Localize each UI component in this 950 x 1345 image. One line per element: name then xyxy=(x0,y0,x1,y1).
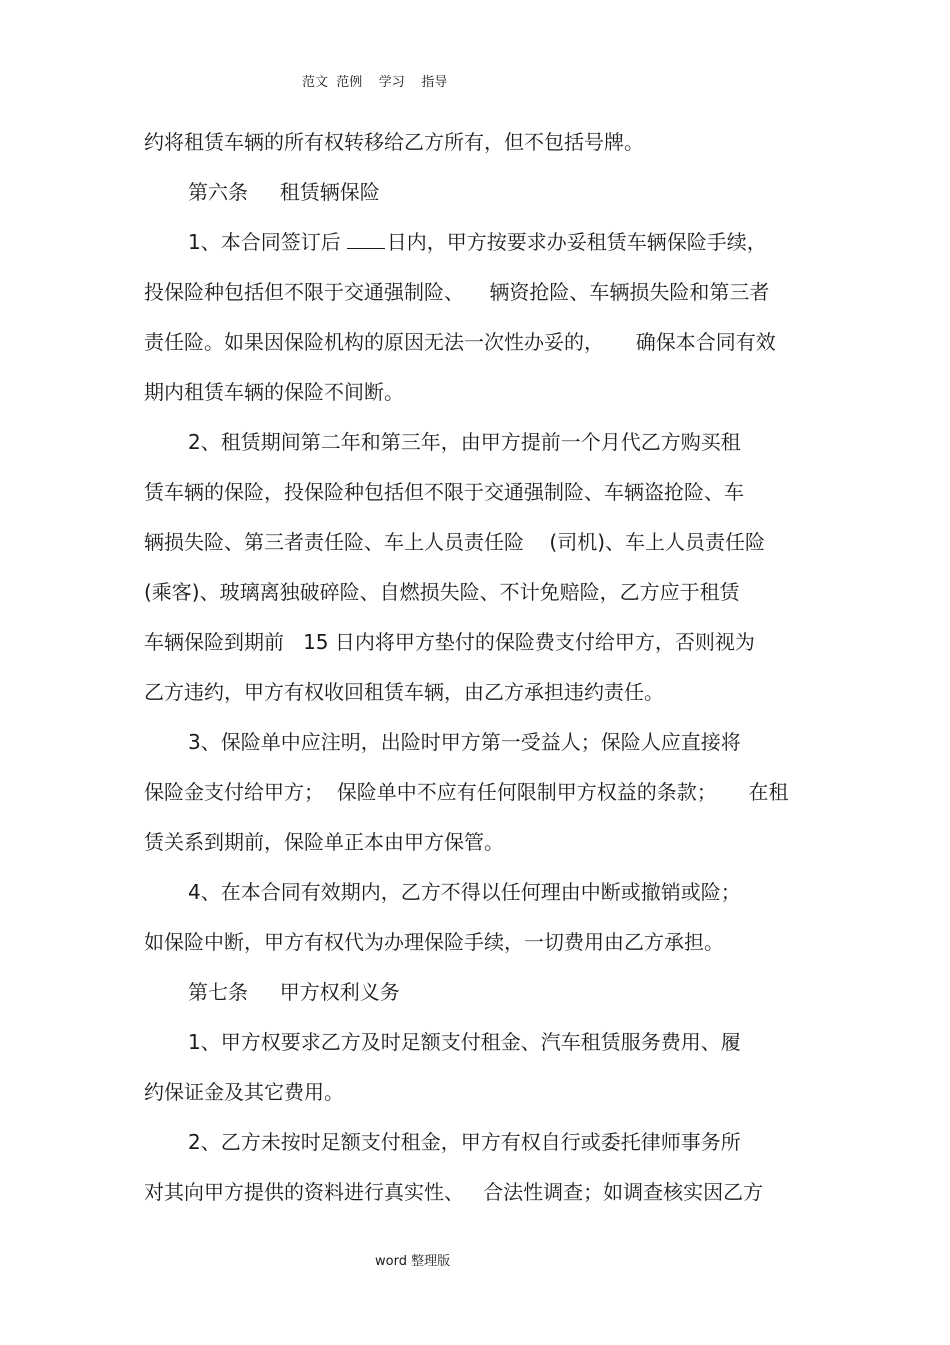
text-line: 投保险种包括但不限于交通强制险、 辆资抢险、车辆损失险和第三者 xyxy=(144,280,770,304)
text-line: 如保险中断，甲方有权代为办理保险手续，一切费用由乙方承担。 xyxy=(144,930,724,954)
text-line: 辆损失险、第三者责任险、车上人员责任险 (司机)、车上人员责任险 xyxy=(144,530,766,554)
text-line: 赁关系到期前，保险单正本由甲方保管。 xyxy=(144,830,504,854)
section-heading: 第七条 甲方权利义务 xyxy=(188,980,400,1004)
text-line: 车辆保险到期前 15 日内将甲方垫付的保险费支付给甲方，否则视为 xyxy=(144,630,755,654)
text-line: 期内租赁车辆的保险不间断。 xyxy=(144,380,404,404)
text-line: 保险金支付给甲方； 保险单中不应有任何限制甲方权益的条款； 在租 xyxy=(144,780,789,804)
section-heading: 第六条 租赁辆保险 xyxy=(188,180,380,204)
text-line: 约将租赁车辆的所有权转移给乙方所有，但不包括号牌。 xyxy=(144,130,644,154)
text-line: 3、保险单中应注明，出险时甲方第一受益人；保险人应直接将 xyxy=(188,730,741,754)
text-line: 赁车辆的保险，投保险种包括但不限于交通强制险、车辆盗抢险、车 xyxy=(144,480,744,504)
text-fragment: 1、本合同签订后 xyxy=(188,230,341,254)
text-line: 1、甲方权要求乙方及时足额支付租金、汽车租赁服务费用、履 xyxy=(188,1030,741,1054)
text-line: 约保证金及其它费用。 xyxy=(144,1080,344,1104)
text-line: 4、在本合同有效期内，乙方不得以任何理由中断或撤销或险； xyxy=(188,880,741,904)
page-header: 范文 范例 学习 指导 xyxy=(302,75,448,90)
text-line: 对其向甲方提供的资料进行真实性、 合法性调查；如调查核实因乙方 xyxy=(144,1180,764,1204)
text-line xyxy=(188,230,767,254)
blank-underline xyxy=(347,230,385,249)
text-line: (乘客)、玻璃离独破碎险、自燃损失险、不计免赔险，乙方应于租赁 xyxy=(144,580,740,604)
text-line: 责任险。如果因保险机构的原因无法一次性办妥的， 确保本合同有效 xyxy=(144,330,776,354)
text-line: 2、租赁期间第二年和第三年，由甲方提前一个月代乙方购买租 xyxy=(188,430,741,454)
page-footer: word 整理版 xyxy=(375,1254,451,1269)
text-line: 2、乙方未按时足额支付租金，甲方有权自行或委托律师事务所 xyxy=(188,1130,741,1154)
text-fragment: 日内，甲方按要求办妥租赁车辆保险手续， xyxy=(386,230,767,254)
text-line: 乙方违约，甲方有权收回租赁车辆，由乙方承担违约责任。 xyxy=(144,680,664,704)
